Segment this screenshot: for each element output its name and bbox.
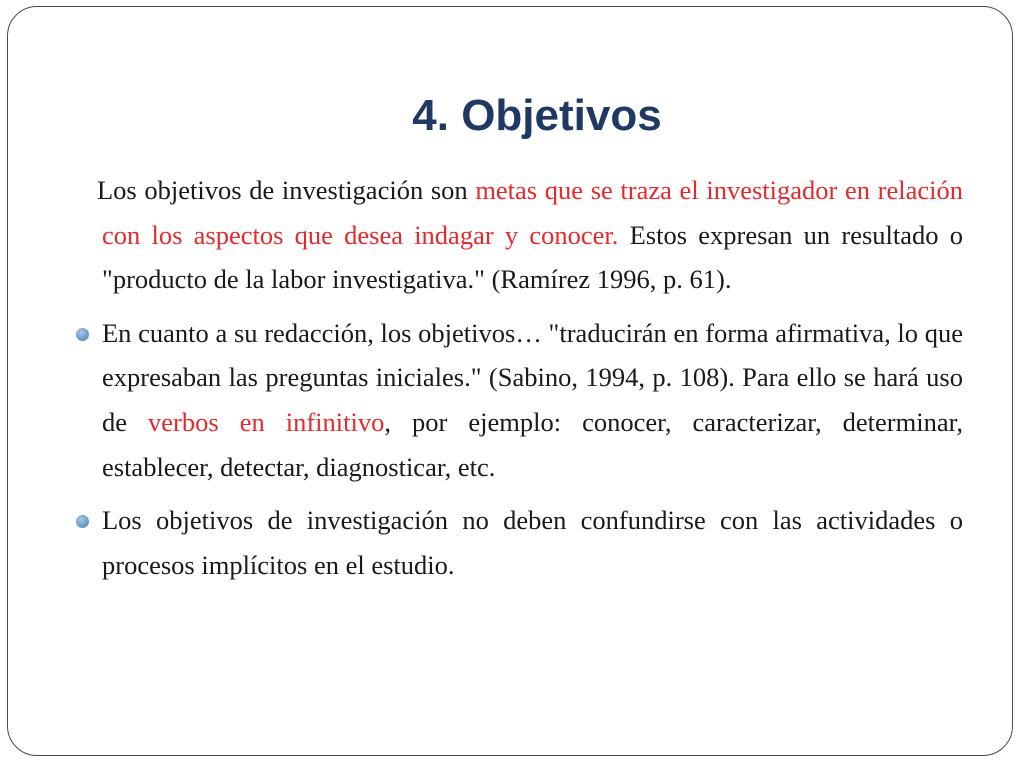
bullet-2-text: Los objetivos de investigación no deben confundirse con las actividades o procesos implícitos en el estudio. bbox=[102, 505, 963, 580]
bullet-item-redaccion bbox=[102, 311, 963, 489]
slide-title: 4. Objetivos bbox=[412, 91, 662, 140]
bullet-1-text-a: En cuanto a su redacción, los objetivos… "traducirán en forma afirmativa, lo que expresaban las preguntas iniciales." (Sabino, 1994, p. 108). Para ello se hará uso de bbox=[102, 317, 963, 437]
bullet-dot-icon bbox=[76, 328, 89, 341]
bullet-1-text-c: , por ejemplo: conocer, caracterizar, determinar, establecer, detectar, diagnosticar, etc. bbox=[102, 406, 963, 482]
intro-paragraph bbox=[97, 168, 963, 302]
intro-text-a: Los objetivos de investigación son bbox=[97, 175, 476, 205]
slide-body bbox=[97, 168, 963, 596]
intro-text-c: Estos expresan un resultado o "producto de la labor investigativa." (Ramírez 1996, p. 61). bbox=[102, 219, 963, 295]
bullet-item-actividades bbox=[102, 498, 963, 587]
intro-highlight: metas que se traza el investigador en relación con los aspectos que desea indagar y conocer. bbox=[102, 175, 963, 250]
bullet-1-highlight: verbos en infinitivo bbox=[148, 406, 385, 437]
